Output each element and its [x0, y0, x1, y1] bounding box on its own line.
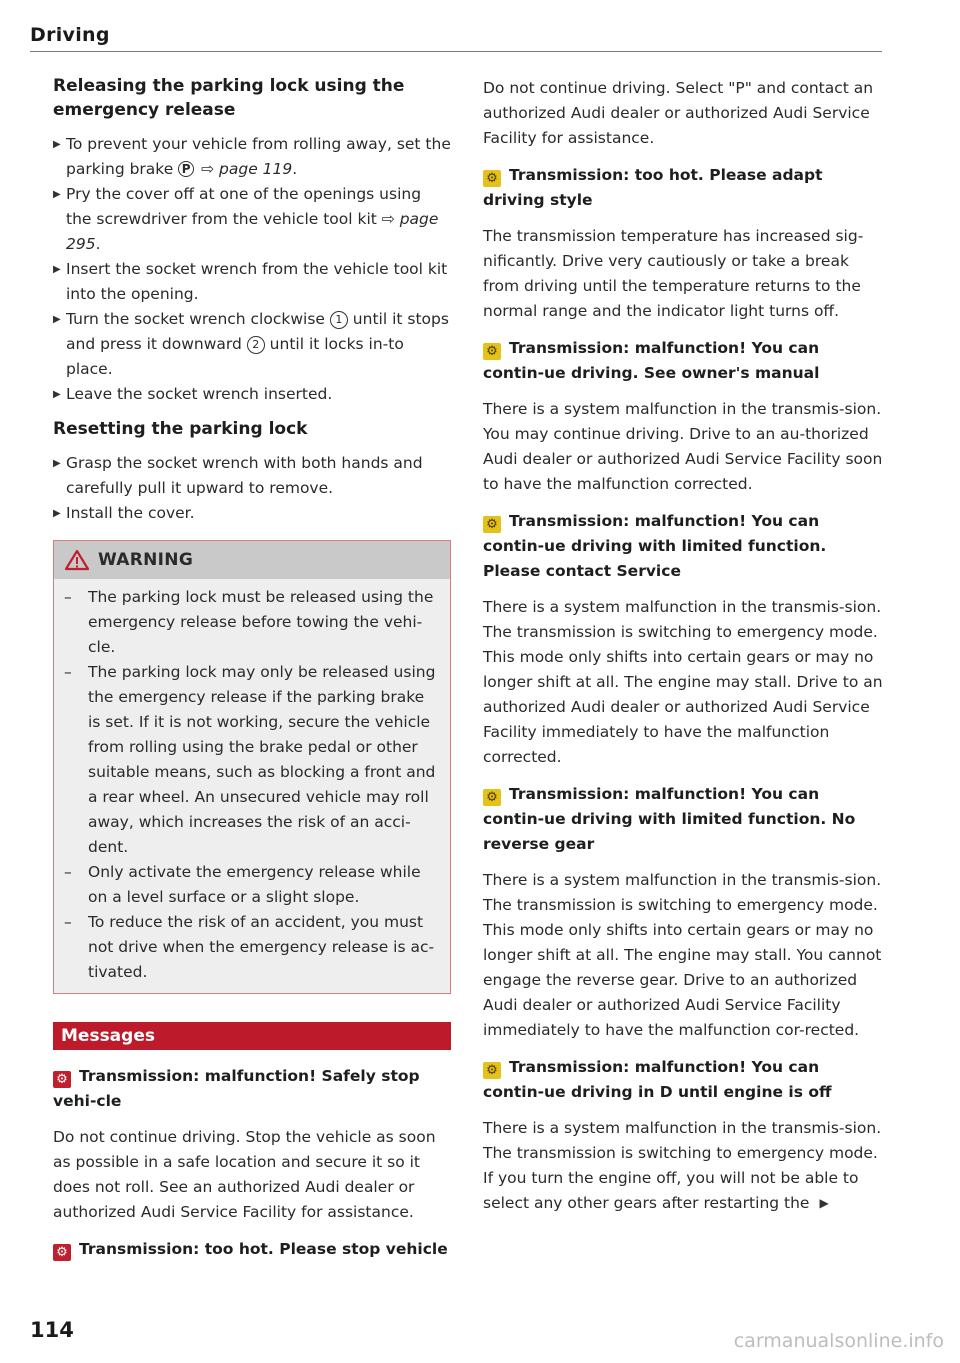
reset-steps [53, 451, 451, 526]
right-column [483, 74, 883, 1228]
transmission-warning-yellow-icon: ⚙ [483, 516, 501, 533]
warning-item: – The parking lock may only be released using the emergency release if the parking brake is set. If it is not working, secure the vehicle from rolling using the brake pedal or other suitable means, such as blocking a front and a rear wheel. An unsecured vehicle may roll away, which increases the risk of an acci-dent. [64, 663, 436, 856]
step-item: ▶ Turn the socket wrench clockwise 1 until it stops and press it downward 2 until it locks in-to place. [53, 307, 451, 382]
left-column [53, 74, 451, 1262]
warning-triangle-icon [64, 549, 90, 571]
message-heading: ⚙ Transmission: malfunction! You can contin-ue driving in D until engine is off [483, 1058, 832, 1101]
warning-item: – Only activate the emergency release while on a level surface or a slight slope. [64, 863, 421, 906]
warning-header [54, 541, 450, 579]
message-text: The transmission temperature has increased sig-nificantly. Drive very cautiously or take a break from driving until the temperature returns to the normal range and the indicator light turns off. [483, 227, 864, 320]
parking-brake-icon: P [178, 161, 194, 177]
message-text: There is a system malfunction in the transmis-sion. The transmission is switching to emergency mode. This mode only shifts into certain gears or may no longer shift at all. The engine may stall. You cannot engage the reverse gear. Drive to an authorized Audi dealer or authorized Audi Service Facility immediately to have the malfunction cor-rected. [483, 871, 882, 1039]
transmission-warning-yellow-icon: ⚙ [483, 170, 501, 187]
message-heading: ⚙ Transmission: malfunction! You can contin-ue driving with limited function. No reverse gear [483, 785, 856, 853]
page-reference-link[interactable]: page 295 [66, 210, 439, 253]
message-text: Do not continue driving. Stop the vehicle as soon as possible in a safe location and secure it so it does not roll. See an authorized Audi dealer or authorized Audi Service Facility for assistance. [53, 1128, 436, 1221]
message-heading: ⚙ Transmission: too hot. Please stop vehicle [53, 1237, 451, 1262]
messages-section-title: Messages [53, 1022, 451, 1050]
warning-item: – The parking lock must be released using the emergency release before towing the vehi-cle. [64, 588, 434, 656]
transmission-warning-yellow-icon: ⚙ [483, 789, 501, 806]
message-heading: ⚙ Transmission: malfunction! Safely stop vehi-cle [53, 1067, 420, 1110]
step-item: ▶ Leave the socket wrench inserted. [53, 382, 451, 407]
message-heading: ⚙ Transmission: malfunction! You can contin-ue driving. See owner's manual [483, 339, 820, 382]
reset-heading: Resetting the parking lock [53, 419, 308, 439]
callout-2-icon: 2 [247, 336, 265, 354]
step-item: ▶ Install the cover. [53, 501, 451, 526]
step-item: ▶ To prevent your vehicle from rolling away, set the parking brake P ⇨ page 119. [53, 132, 451, 182]
page-reference-link[interactable]: page 119 [219, 160, 293, 178]
page-number: 114 [30, 1318, 74, 1342]
release-steps [53, 132, 451, 407]
message-text: There is a system malfunction in the transmis-sion. The transmission is switching to emergency mode. This mode only shifts into certain gears or may no longer shift at all. The engine may stall. Drive to an authorized Audi dealer or authorized Audi Service Facility immediately to have the malfunction corrected. [483, 598, 883, 766]
warning-box [53, 540, 451, 994]
watermark: carmanualsonline.info [733, 1330, 944, 1352]
step-arrow-icon: ▶ [53, 389, 61, 400]
header-divider [30, 51, 882, 52]
message-text: Do not continue driving. Select "P" and contact an authorized Audi dealer or authorized Audi Service Facility for assistance. [483, 79, 874, 147]
message-heading: ⚙ Transmission: too hot. Please adapt driving style [483, 166, 823, 209]
continued-arrow-icon: ▶ [819, 1196, 829, 1210]
message-heading: ⚙ Transmission: malfunction! You can contin-ue driving with limited function. Please contact Service [483, 512, 827, 580]
transmission-warning-yellow-icon: ⚙ [483, 343, 501, 360]
step-arrow-icon: ▶ [53, 189, 61, 200]
step-item: ▶ Pry the cover off at one of the openings using the screwdriver from the vehicle tool kit ⇨ page 295. [53, 182, 451, 257]
transmission-warning-red-icon: ⚙ [53, 1071, 71, 1088]
step-arrow-icon: ▶ [53, 458, 61, 469]
release-heading: Releasing the parking lock using the emergency release [53, 76, 405, 120]
transmission-warning-red-icon: ⚙ [53, 1244, 71, 1261]
message-text: There is a system malfunction in the transmis-sion. The transmission is switching to emergency mode. If you turn the engine off, you will not be able to select any other gears after restarting the ▶ [483, 1116, 883, 1216]
page-header [30, 24, 882, 46]
section-title: Driving [30, 24, 110, 46]
transmission-warning-yellow-icon: ⚙ [483, 1062, 501, 1079]
message-text: There is a system malfunction in the transmis-sion. You may continue driving. Drive to an au-thorized Audi dealer or authorized Audi Service Facility soon to have the malfunction corrected. [483, 400, 883, 493]
warning-body [54, 579, 450, 993]
callout-1-icon: 1 [330, 311, 348, 329]
warning-item: – To reduce the risk of an accident, you must not drive when the emergency release is ac-tivated. [64, 913, 435, 981]
step-arrow-icon: ▶ [53, 264, 61, 275]
step-arrow-icon: ▶ [53, 314, 61, 325]
step-item: ▶ Insert the socket wrench from the vehicle tool kit into the opening. [53, 257, 451, 307]
warning-title: WARNING [98, 550, 194, 570]
step-arrow-icon: ▶ [53, 508, 61, 519]
step-arrow-icon: ▶ [53, 139, 61, 150]
step-item: ▶ Grasp the socket wrench with both hands and carefully pull it upward to remove. [53, 451, 451, 501]
